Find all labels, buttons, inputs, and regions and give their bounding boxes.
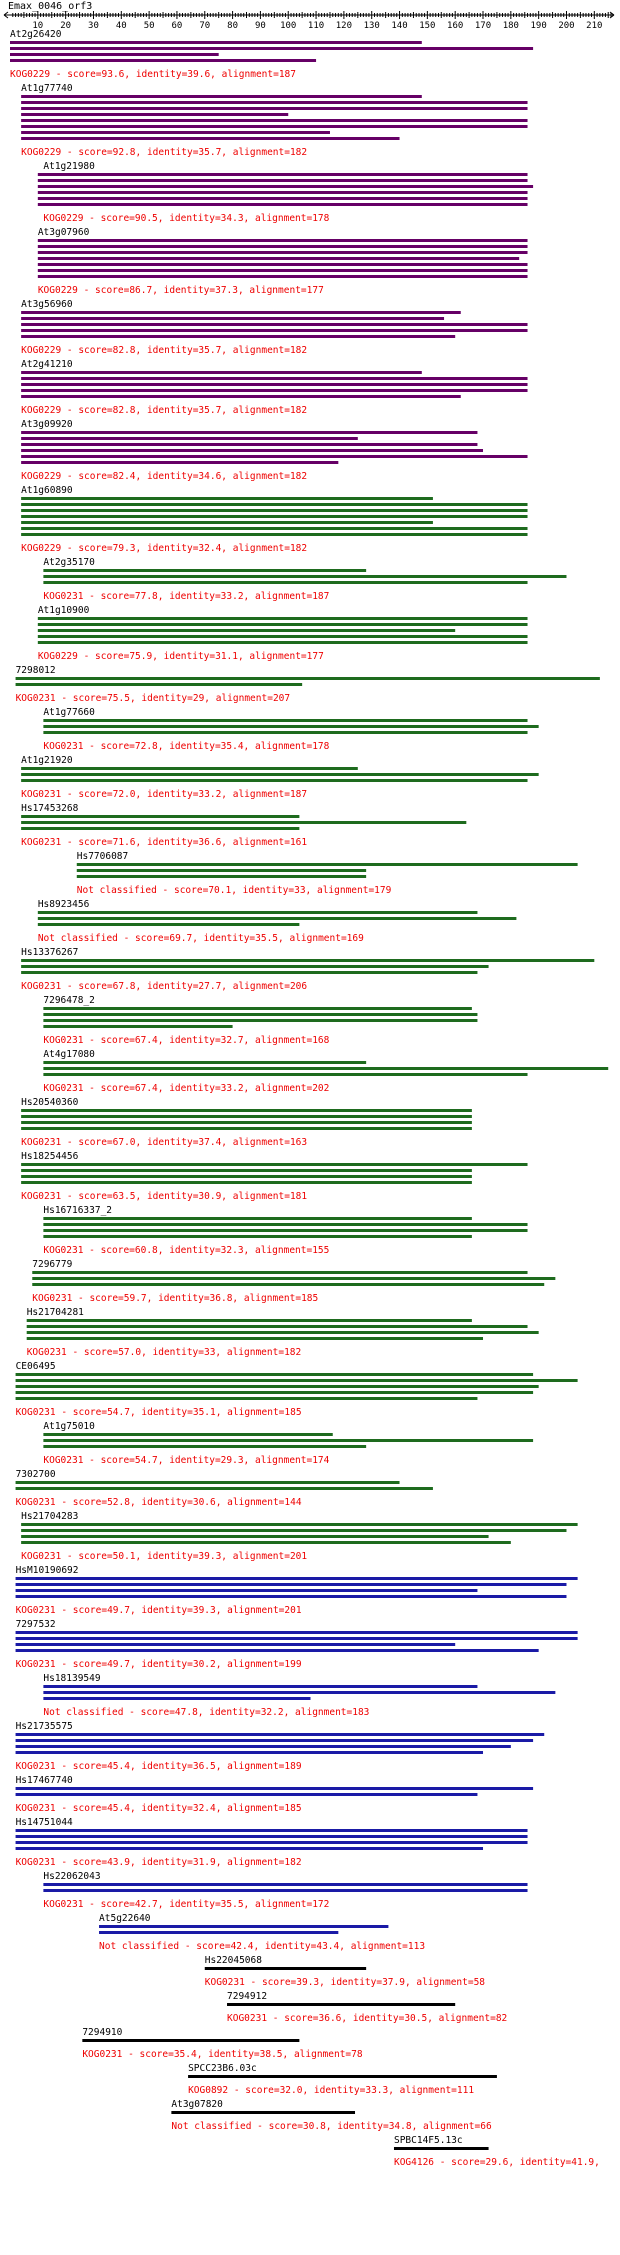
hit-block [21, 485, 527, 554]
alignment-bar [21, 107, 527, 110]
alignment-bar [21, 821, 466, 824]
hit-block [16, 1721, 545, 1772]
alignment-bar [21, 389, 527, 392]
hit-annotation: Not classified - score=70.1, identity=33, alignment=179 [76, 885, 392, 896]
hit-block [394, 2135, 600, 2168]
hit-block [227, 1991, 507, 2024]
hit-block [43, 1049, 608, 1094]
alignment-bar [21, 815, 299, 818]
hit-annotation: KOG0231 - score=59.7, identity=36.8, alignment=185 [32, 1293, 319, 1304]
alignment-bar [16, 1649, 539, 1652]
alignment-bar [21, 113, 288, 116]
alignment-bar [38, 179, 528, 182]
alignment-bar [21, 509, 527, 512]
alignment-bar [16, 1787, 534, 1790]
hit-name: At4g17080 [43, 1049, 95, 1060]
hit-annotation: KOG0892 - score=32.0, identity=33.3, alignment=111 [188, 2085, 475, 2096]
hit-annotation: Not classified - score=30.8, identity=34.8, alignment=66 [171, 2121, 492, 2132]
alignment-bar [32, 1283, 544, 1286]
hit-name: At2g41210 [21, 359, 73, 370]
alignment-bar [38, 617, 528, 620]
hit-block [21, 359, 527, 416]
hit-block [16, 1817, 528, 1868]
tick-label: 40 [115, 21, 127, 31]
alignment-bar [38, 269, 528, 272]
hit-annotation: KOG0231 - score=39.3, identity=37.9, alignment=58 [204, 1977, 486, 1988]
alignment-bar [16, 1835, 528, 1838]
alignment-bar [38, 239, 528, 242]
alignment-bar [21, 497, 433, 500]
hit-annotation: KOG0229 - score=93.6, identity=39.6, alignment=187 [10, 69, 296, 80]
alignment-bar [38, 185, 533, 188]
alignment-bar [43, 1073, 527, 1076]
hit-name: Hs18254456 [21, 1151, 79, 1162]
alignment-bar [32, 1277, 555, 1280]
hit-block [32, 1259, 555, 1304]
hit-name: At1g77660 [43, 707, 95, 718]
alignment-bar [43, 1235, 471, 1238]
alignment-bar [38, 911, 478, 914]
hit-name: Hs18139549 [43, 1673, 101, 1684]
hit-name: At1g10900 [37, 605, 90, 616]
alignment-bar [21, 455, 527, 458]
hit-block [16, 1775, 534, 1814]
alignment-bar [16, 677, 600, 680]
hit-annotation: KOG0229 - score=79.3, identity=32.4, alignment=182 [21, 543, 308, 554]
alignment-bar [43, 1019, 477, 1022]
hit-annotation: KOG0231 - score=77.8, identity=33.2, alignment=187 [43, 591, 330, 602]
tick-label: 120 [335, 21, 353, 31]
hit-annotation: KOG0229 - score=86.7, identity=37.3, alignment=177 [37, 285, 324, 296]
alignment-bar [10, 47, 533, 50]
alignment-bar [43, 1217, 471, 1220]
alignment-bar [32, 1271, 527, 1274]
alignment-bar [38, 257, 519, 260]
hit-annotation: KOG0231 - score=67.4, identity=32.7, alignment=168 [43, 1035, 330, 1046]
alignment-bar [21, 827, 299, 830]
alignment-bar [205, 1967, 366, 1970]
hit-annotation: Not classified - score=47.8, identity=32.2, alignment=183 [43, 1707, 370, 1718]
hit-name: At2g26420 [10, 29, 62, 40]
hit-name: 7294912 [227, 1991, 268, 2002]
tick-label: 100 [280, 21, 297, 31]
alignment-bar [21, 527, 527, 530]
hit-name: At3g56960 [21, 299, 73, 310]
alignment-bar [43, 719, 527, 722]
alignment-bar [43, 575, 566, 578]
alignment-bar [77, 869, 366, 872]
hit-annotation: KOG0229 - score=90.5, identity=34.3, alignment=178 [43, 213, 330, 224]
alignment-bar [43, 1229, 527, 1232]
alignment-bar [21, 773, 539, 776]
hit-block [171, 2099, 492, 2132]
alignment-bar [10, 53, 219, 56]
hit-annotation: KOG0231 - score=71.6, identity=36.6, alignment=161 [21, 837, 308, 848]
alignment-bar [43, 1067, 608, 1070]
alignment-bar [27, 1337, 483, 1340]
alignment-bar [21, 125, 527, 128]
hit-block [21, 1511, 577, 1562]
alignment-bar [38, 173, 528, 176]
hit-name: Hs22062043 [43, 1871, 101, 1882]
alignment-bar [16, 1577, 578, 1580]
hit-annotation: KOG4126 - score=29.6, identity=41.9, [393, 2157, 600, 2168]
hit-annotation: KOG0231 - score=42.7, identity=35.5, alignment=172 [43, 1899, 330, 1910]
hit-block [82, 2027, 363, 2060]
hit-blocks [10, 29, 608, 2168]
hit-annotation: KOG0231 - score=72.8, identity=35.4, alignment=178 [43, 741, 330, 752]
hit-annotation: KOG0231 - score=72.0, identity=33.2, alignment=187 [21, 789, 308, 800]
alignment-bar [21, 521, 433, 524]
alignment-bar [227, 2003, 455, 2006]
alignment-bar [16, 1793, 478, 1796]
tick-label: 150 [419, 21, 436, 31]
alignment-bar [21, 137, 399, 140]
chart-title: Emax_0046_orf3 [8, 1, 93, 12]
alignment-bar [38, 641, 528, 644]
alignment-bar [21, 959, 594, 962]
hit-name: HsM10190692 [15, 1565, 79, 1576]
hit-block [38, 227, 528, 296]
alignment-bar [21, 119, 527, 122]
tick-label: 10 [32, 21, 44, 31]
hit-annotation: KOG0229 - score=82.8, identity=35.7, alignment=182 [21, 405, 308, 416]
alignment-bar [43, 1013, 477, 1016]
alignment-bar [16, 1745, 511, 1748]
alignment-bar [16, 1847, 483, 1850]
hit-name: Hs16716337_2 [43, 1205, 113, 1216]
alignment-bar [43, 1889, 527, 1892]
tick-label: 90 [254, 21, 266, 31]
hit-name: 7296779 [32, 1259, 73, 1270]
alignment-bar [21, 317, 444, 320]
alignment-bar [21, 1535, 488, 1538]
hit-name: SPBC14F5.13c [393, 2135, 463, 2146]
alignment-bar [43, 1433, 332, 1436]
alignment-bar [16, 1397, 478, 1400]
alignment-bar [77, 863, 578, 866]
alignment-bar [16, 1841, 528, 1844]
alignment-bar [16, 1643, 456, 1646]
tick-label: 20 [60, 21, 72, 31]
hit-name: At1g77740 [21, 83, 73, 94]
hit-name: At5g22640 [99, 1913, 151, 1924]
hit-name: 7298012 [15, 665, 56, 676]
hit-annotation: KOG0229 - score=92.8, identity=35.7, alignment=182 [21, 147, 308, 158]
alignment-bar [38, 275, 528, 278]
alignment-bar [16, 1829, 528, 1832]
hit-name: Hs21735575 [15, 1721, 73, 1732]
alignment-bar [21, 395, 461, 398]
hit-block [21, 1151, 527, 1202]
alignment-bar [43, 725, 538, 728]
hit-block [21, 83, 527, 158]
alignment-bar [43, 569, 366, 572]
hit-block [16, 1619, 578, 1670]
hit-annotation: KOG0231 - score=49.7, identity=30.2, alignment=199 [15, 1659, 302, 1670]
alignment-bar [21, 767, 358, 770]
tick-label: 170 [474, 21, 492, 31]
alignment-bar [21, 1163, 527, 1166]
alignment-bar [21, 311, 461, 314]
hit-name: Hs17453268 [21, 803, 79, 814]
alignment-bar [16, 1487, 433, 1490]
alignment-bar [188, 2075, 497, 2078]
alignment-bar [21, 971, 477, 974]
alignment-bar [43, 1223, 527, 1226]
hit-annotation: KOG0231 - score=67.8, identity=27.7, alignment=206 [21, 981, 308, 992]
hit-block [38, 605, 528, 662]
alignment-bar [43, 1061, 366, 1064]
alignment-bar [21, 1529, 566, 1532]
hit-annotation: KOG0231 - score=60.8, identity=32.3, alignment=155 [43, 1245, 330, 1256]
hit-block [21, 1097, 472, 1148]
hit-block [43, 1421, 533, 1466]
alignment-bar [21, 1109, 472, 1112]
alignment-bar [43, 581, 527, 584]
hit-name: Hs21704283 [21, 1511, 79, 1522]
alignment-bar [21, 1127, 472, 1130]
hit-annotation: KOG0231 - score=57.0, identity=33, alignment=182 [26, 1347, 302, 1358]
alignment-bar [38, 197, 528, 200]
hit-name: 7294910 [82, 2027, 123, 2038]
tick-label: 210 [586, 21, 603, 31]
hit-block [21, 803, 466, 848]
hit-name: At3g07960 [37, 227, 90, 238]
hit-name: At1g60890 [21, 485, 73, 496]
hit-annotation: Not classified - score=69.7, identity=35.5, alignment=169 [37, 933, 364, 944]
alignment-bar [21, 1181, 472, 1184]
alignment-bar [16, 1751, 483, 1754]
hit-annotation: KOG0231 - score=67.4, identity=33.2, alignment=202 [43, 1083, 330, 1094]
alignment-bar [16, 1379, 578, 1382]
alignment-bar [16, 683, 303, 686]
alignment-bar [27, 1331, 539, 1334]
alignment-bar [21, 503, 527, 506]
alignment-bar [21, 431, 477, 434]
tick-label: 190 [530, 21, 547, 31]
alignment-bar [16, 1637, 578, 1640]
alignment-bar [38, 923, 300, 926]
hit-block [77, 851, 578, 896]
alignment-bar [38, 263, 528, 266]
hit-name: At3g07820 [171, 2099, 223, 2110]
alignment-bar [21, 1115, 472, 1118]
alignment-bar [21, 443, 477, 446]
hit-name: Hs21704281 [26, 1307, 84, 1318]
alignment-bar [10, 59, 316, 62]
hit-name: SPCC23B6.03c [188, 2063, 257, 2074]
alignment-bar [21, 533, 527, 536]
alignment-bar [21, 515, 527, 518]
alignment-bar [99, 1925, 388, 1928]
alignment-bar [43, 1025, 232, 1028]
alignment-bar [394, 2147, 489, 2150]
hit-block [43, 1673, 555, 1718]
hit-name: At1g21920 [21, 755, 73, 766]
alignment-bar [16, 1739, 534, 1742]
hit-name: Hs7706087 [76, 851, 129, 862]
hit-block [16, 1469, 433, 1508]
hit-block [21, 947, 594, 992]
hit-name: Hs22045068 [204, 1955, 262, 1966]
hit-block [27, 1307, 539, 1358]
hit-annotation: KOG0231 - score=52.8, identity=30.6, alignment=144 [15, 1497, 302, 1508]
hit-annotation: KOG0231 - score=75.5, identity=29, alignment=207 [15, 693, 291, 704]
hit-annotation: KOG0231 - score=67.0, identity=37.4, alignment=163 [21, 1137, 308, 1148]
tick-label: 110 [307, 21, 325, 31]
hit-name: Hs14751044 [15, 1817, 73, 1828]
tick-label: 60 [171, 21, 183, 31]
alignment-bar [38, 917, 517, 920]
hit-annotation: KOG0231 - score=45.4, identity=36.5, alignment=189 [15, 1761, 302, 1772]
hit-annotation: KOG0231 - score=36.6, identity=30.5, alignment=82 [227, 2013, 508, 2024]
alignment-bar [27, 1319, 472, 1322]
hit-block [21, 419, 527, 482]
hit-block [38, 899, 517, 944]
alignment-bar [21, 323, 527, 326]
alignment-bar [21, 371, 422, 374]
alignment-bar [21, 131, 330, 134]
alignment-bar [21, 449, 483, 452]
hit-name: At1g75010 [43, 1421, 95, 1432]
alignment-bar [10, 41, 422, 44]
alignment-bar [38, 245, 528, 248]
alignment-bar [99, 1931, 338, 1934]
alignment-bar [21, 383, 527, 386]
hit-block [43, 995, 477, 1046]
alignment-bar [77, 875, 366, 878]
alignment-bar [21, 1541, 511, 1544]
hit-annotation: KOG0231 - score=50.1, identity=39.3, alignment=201 [21, 1551, 308, 1562]
alignment-bar [171, 2111, 355, 2114]
hit-name: At1g21980 [43, 161, 95, 172]
hit-annotation: KOG0231 - score=63.5, identity=30.9, alignment=181 [21, 1191, 308, 1202]
hit-block [21, 299, 527, 356]
alignment-bar [16, 1595, 567, 1598]
hit-name: Hs20540360 [21, 1097, 79, 1108]
hit-annotation: KOG0229 - score=82.8, identity=35.7, alignment=182 [21, 345, 308, 356]
tick-label: 130 [363, 21, 380, 31]
hit-name: 7296478_2 [43, 995, 95, 1006]
alignment-bar [38, 251, 528, 254]
alignment-bar [16, 1481, 400, 1484]
alignment-bar [21, 461, 338, 464]
hit-block [16, 1361, 578, 1418]
alignment-bar [16, 1589, 478, 1592]
hit-block [10, 29, 533, 80]
hit-block [43, 707, 538, 752]
hit-annotation: KOG0231 - score=49.7, identity=39.3, alignment=201 [15, 1605, 302, 1616]
hit-block [205, 1955, 486, 1988]
tick-label: 180 [502, 21, 519, 31]
hit-annotation: KOG0231 - score=54.7, identity=35.1, alignment=185 [15, 1407, 302, 1418]
alignment-bar [43, 1685, 477, 1688]
tick-label: 160 [447, 21, 464, 31]
hit-annotation: KOG0229 - score=82.4, identity=34.6, alignment=182 [21, 471, 308, 482]
hit-annotation: KOG0231 - score=35.4, identity=38.5, alignment=78 [82, 2049, 363, 2060]
tick-label: 50 [143, 21, 155, 31]
hit-name: Hs8923456 [37, 899, 90, 910]
tick-label: 30 [88, 21, 99, 31]
alignment-bar [21, 335, 455, 338]
x-axis [4, 11, 614, 31]
hit-name: Hs17467740 [15, 1775, 73, 1786]
alignment-bar [16, 1583, 567, 1586]
alignment-bar [16, 1391, 534, 1394]
alignment-bar [21, 377, 527, 380]
hit-block [16, 1565, 578, 1616]
hit-block [43, 1871, 527, 1910]
alignment-bar [43, 1007, 471, 1010]
hit-name: At2g35170 [43, 557, 95, 568]
tick-label: 80 [227, 21, 239, 31]
hit-block [43, 1205, 527, 1256]
alignment-bar [43, 1697, 310, 1700]
hit-name: 7302700 [15, 1469, 56, 1480]
hit-name: At3g09920 [21, 419, 73, 430]
alignment-bar [43, 1445, 366, 1448]
hit-block [43, 557, 566, 602]
alignment-bar [21, 329, 527, 332]
hit-block [188, 2063, 497, 2096]
tick-label: 70 [199, 21, 211, 31]
hit-name: Hs13376267 [21, 947, 79, 958]
alignment-bar [16, 1385, 539, 1388]
hit-name: 7297532 [15, 1619, 56, 1630]
alignment-bar [43, 1883, 527, 1886]
hit-annotation: Not classified - score=42.4, identity=43.4, alignment=113 [99, 1941, 426, 1952]
alignment-bar [21, 965, 488, 968]
tick-label: 140 [391, 21, 408, 31]
alignment-bar [38, 203, 528, 206]
alignment-bar [21, 95, 422, 98]
alignment-bar [38, 635, 528, 638]
tick-label: 200 [558, 21, 575, 31]
alignment-bar [21, 1523, 577, 1526]
alignment-bar [27, 1325, 528, 1328]
hit-annotation: KOG0231 - score=45.4, identity=32.4, alignment=185 [15, 1803, 302, 1814]
alignment-bar [43, 1439, 533, 1442]
alignment-bar [16, 1733, 545, 1736]
alignment-bar [21, 1121, 472, 1124]
hit-annotation: KOG0231 - score=43.9, identity=31.9, alignment=182 [15, 1857, 302, 1868]
hit-annotation: KOG0231 - score=54.7, identity=29.3, alignment=174 [43, 1455, 330, 1466]
alignment-bar [21, 101, 527, 104]
alignment-bar [38, 629, 455, 632]
alignment-bar [43, 731, 527, 734]
alignment-bar [21, 437, 358, 440]
alignment-bar [21, 1175, 472, 1178]
alignment-bar [38, 191, 528, 194]
hit-name: CE06495 [15, 1361, 56, 1372]
alignment-bar [43, 1691, 555, 1694]
alignment-bar [38, 623, 528, 626]
hit-block [16, 665, 600, 704]
alignment-bar [16, 1631, 578, 1634]
hit-block [38, 161, 533, 224]
alignment-bar [16, 1373, 534, 1376]
hit-annotation: KOG0229 - score=75.9, identity=31.1, alignment=177 [37, 651, 324, 662]
hit-block [99, 1913, 425, 1952]
hit-block [21, 755, 539, 800]
alignment-bar [82, 2039, 299, 2042]
alignment-bar [21, 779, 527, 782]
alignment-bar [21, 1169, 472, 1172]
